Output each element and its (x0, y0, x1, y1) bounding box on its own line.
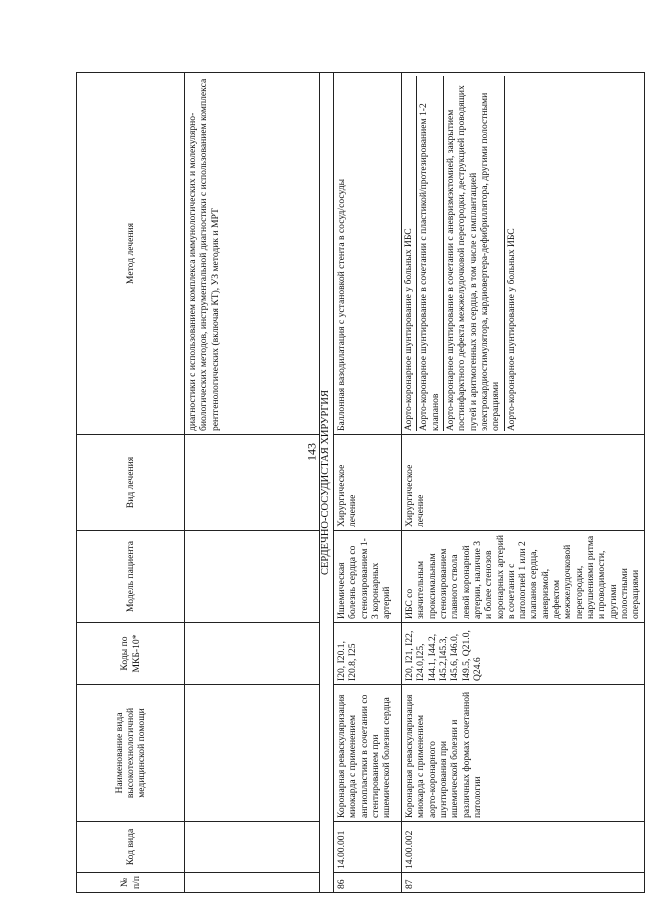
table-row (402, 73, 645, 893)
row-icd: I20, I21, I22, I24.0,I25, I44.1, I44.2, I45.2,I45.3, I45.6, I46.0, I49.5, Q21.0, Q24.6 (402, 623, 645, 685)
row-name: Коронарная реваскуляризация миокарда с применением ангиопластики в сочетании со стентированием при ишемической болезни сердца (334, 685, 402, 822)
header-row (77, 73, 185, 893)
methods-list (402, 76, 519, 431)
row-method: Баллонная вазодилатация с установкой стента в сосуд/сосуды (334, 73, 402, 435)
rotated-page (76, 73, 642, 893)
header-method: Метод лечения (77, 73, 185, 435)
section-title: СЕРДЕЧНО-СОСУДИСТАЯ ХИРУРГИЯ (320, 73, 334, 893)
header-code: Код вида (77, 822, 185, 873)
row-num: 86 (334, 873, 402, 893)
row-name: Коронарная реваскуляризация миокарда с применением аорто-коронарного шунтирования при ишемической болезни и различных формах сочетанной патологии (402, 685, 645, 822)
row-type: Хирургическое лечение (402, 435, 645, 531)
row-num: 87 (402, 873, 645, 893)
row-methods (402, 73, 645, 435)
header-model: Модель пациента (77, 531, 185, 623)
header-num: № п/п (77, 873, 185, 893)
row-code: 14.00.002 (402, 822, 645, 873)
row-code: 14.00.001 (334, 822, 402, 873)
table-row (334, 73, 402, 893)
page-number: 143 (304, 443, 319, 461)
continuation-method: диагностики с использованием комплекса иммунологических и молекулярно-биологических методов, инструментальной диагностики с использованием комплекса рентгенологических (включая КТ), УЗ методик и МРТ (185, 73, 320, 435)
method-item: Аорто-коронарное шунтирование у больных ИБС (402, 76, 417, 431)
header-icd: Коды по МКБ-10* (77, 623, 185, 685)
row-model: ИБС со значительным проксимальным стенозированием главного ствола левой коронарной артерии, наличие 3 и более стенозов коронарных артерий в сочетании с патологией 1 или 2 клапанов сердца, аневризмой, дефектом межжелудочковой перегородки, нарушениями ритма и проводимости, другими полостными операциями (402, 531, 645, 623)
header-type: Вид лечения (77, 435, 185, 531)
continuation-row (185, 73, 320, 893)
row-model: Ишемическая болезнь сердца со стенозированием 1-3 коронарных артерий (334, 531, 402, 623)
method-item: Аорто-коронарное шунтирование у больных ИБС (505, 228, 517, 431)
method-item: Аорто-коронарное шунтирование в сочетании с аневризмэктомией, закрытием постинфарктного дефекта межжелудочковой перегородки, деструкцией проводящих путей и аритмогенных зон сердца, в том числе с имплантацией электрокардиостимулятора, кардиовертера-дефибриллятора, другими полостными операциями (443, 76, 504, 431)
section-row (320, 73, 334, 893)
row-icd: I20, I20.1, I20.8, I25 (334, 623, 402, 685)
header-name: Наименование вида высокотехнологичной медицинской помощи (77, 685, 185, 822)
row-type: Хирургическое лечение (334, 435, 402, 531)
vmp-table (76, 72, 645, 893)
method-item: Аорто-коронарное шунтирование в сочетании с пластикой/протезированием 1-2 клапанов (417, 76, 444, 431)
